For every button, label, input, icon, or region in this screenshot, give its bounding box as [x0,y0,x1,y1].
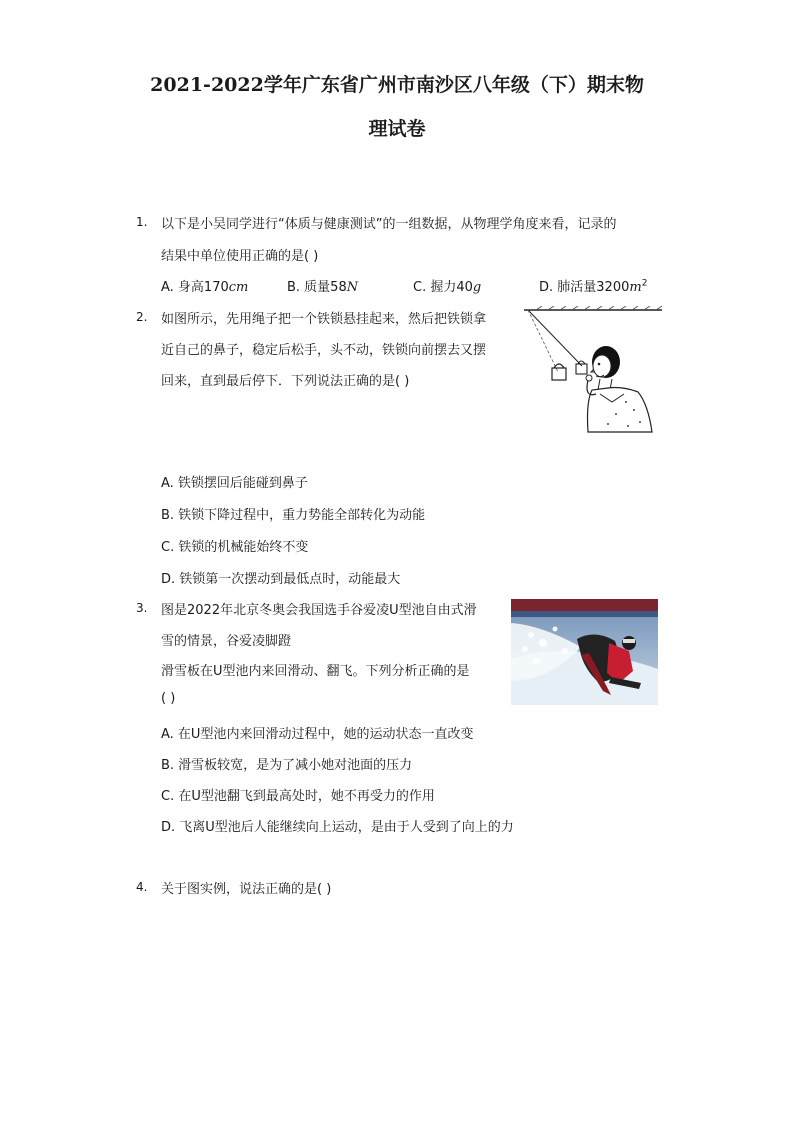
exam-title-line-1: 2021-2022学年广东省广州市南沙区八年级（下）期末物 [150,74,644,96]
question-3-line-3: 滑雪板在U型池内来回滑动、翻飞。下列分析正确的是 [161,664,470,679]
option-unit: cm [228,280,249,295]
question-3-line-4: ( ) [161,691,176,706]
question-1-option-b [287,276,358,295]
question-2-line-1: 如图所示，先用绳子把一个铁锁悬挂起来，然后把铁锁拿 [161,312,487,327]
question-1-line-2: 结果中单位使用正确的是( ) [161,249,319,264]
exam-title-line-2: 理试卷 [368,118,426,140]
question-3-line-1: 图是2022年北京冬奥会我国选手谷爱凌U型池自由式滑 [161,603,477,618]
option-unit: N [346,280,359,295]
question-2-number: 2. [136,310,148,324]
option-text: C. 握力40 [413,280,473,295]
question-1-number: 1. [136,215,148,229]
snowboarder-photo [511,599,658,705]
question-1-line-1: 以下是小吴同学进行“体质与健康测试”的一组数据，从物理学角度来看，记录的 [161,217,617,232]
question-2-option-d: D. 铁锁第一次摆动到最低点时，动能最大 [161,572,401,587]
question-2-line-2: 近自己的鼻子，稳定后松手，头不动，铁锁向前摆去又摆 [161,343,487,358]
question-3-option-c: C. 在U型池翻飞到最高处时，她不再受力的作用 [161,789,435,804]
option-text: B. 质量58 [287,280,347,295]
pendulum-lock-figure [516,306,664,434]
question-3-number: 3. [136,601,148,615]
question-1-option-a [161,276,248,295]
question-1-option-c [413,276,481,295]
option-superscript: 2 [641,278,648,289]
question-1-option-d [539,276,647,295]
option-text: A. 身高170 [161,280,229,295]
question-2-line-3: 回来，直到最后停下．下列说法正确的是( ) [161,374,410,389]
option-unit: m [629,280,642,295]
question-4-number: 4. [136,880,148,894]
question-2-option-a: A. 铁锁摆回后能碰到鼻子 [161,476,308,491]
question-3-line-2: 雪的情景，谷爱凌脚蹬 [161,634,292,649]
question-3-option-d: D. 飞离U型池后人能继续向上运动，是由于人受到了向上的力 [161,820,514,835]
question-2-option-c: C. 铁锁的机械能始终不变 [161,540,309,555]
question-3-option-a: A. 在U型池内来回滑动过程中，她的运动状态一直改变 [161,727,474,742]
option-unit: g [472,280,482,295]
question-3-option-b: B. 滑雪板较宽，是为了减小她对池面的压力 [161,758,413,773]
question-4-line-1: 关于图实例，说法正确的是( ) [161,882,332,897]
question-2-option-b: B. 铁锁下降过程中，重力势能全部转化为动能 [161,508,426,523]
option-text: D. 肺活量3200 [539,280,630,295]
